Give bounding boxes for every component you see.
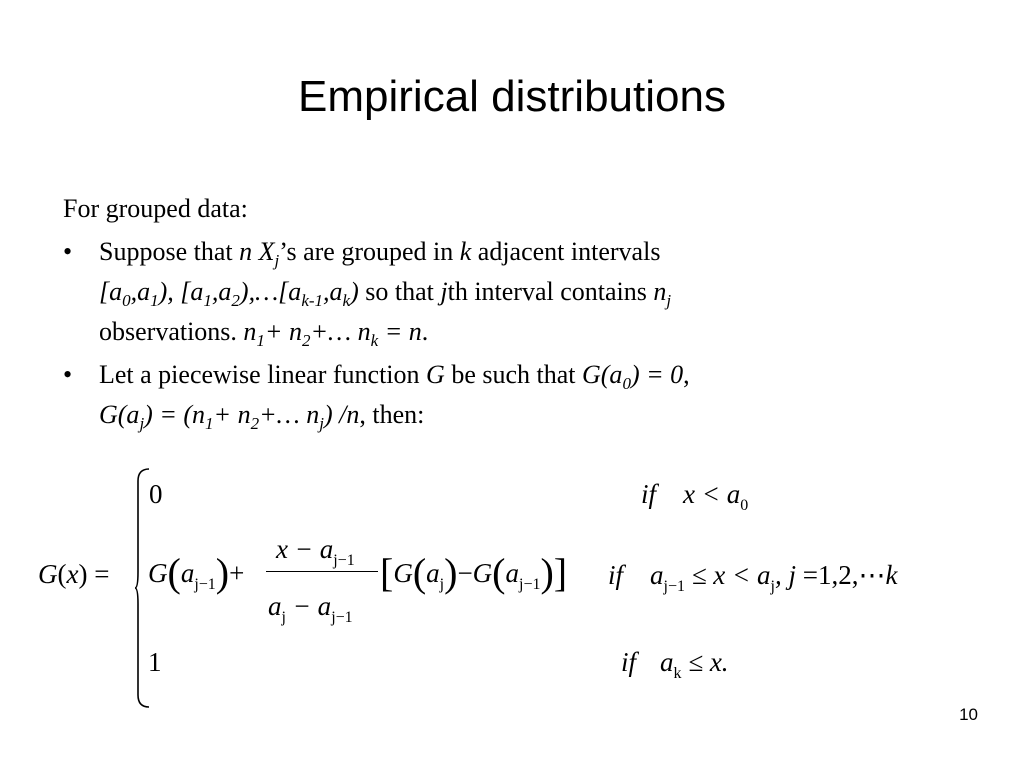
bullet-dot: •: [63, 237, 73, 266]
bracket-difference: $[G(a_j)-G(a_{j-1})]$: [380, 550, 568, 595]
case2-if: if: [608, 560, 624, 590]
fraction-bar: [266, 571, 378, 572]
intro-line: For grouped data:: [63, 194, 248, 223]
sum-equation: $n_1+$ $n_2+\dots$ $n_k = n$: [243, 317, 422, 350]
case1-if: if: [641, 479, 657, 509]
page-number: 10: [959, 705, 978, 724]
fraction-denominator: $a_j - a_{j-1}$: [268, 591, 353, 626]
case3-condition: $a_k \le x$.: [660, 647, 729, 682]
slide-title: Empirical distributions: [298, 72, 726, 121]
case3-value: 1: [148, 647, 162, 677]
formula-lhs: G(x) =: [38, 559, 110, 589]
case2-g-term: $G(a_{j-1})+$: [148, 550, 245, 595]
case1-value: 0: [149, 479, 163, 509]
case2-condition: $a_{j-1} \le x < a_j$, j =1,2,⋯k: [650, 560, 898, 595]
g-aj-equation: $G(a_j) = (n_1+$ $n_2+\dots$ $n_j$) /n: [99, 400, 360, 433]
case1-condition: $x < a_0$: [683, 479, 749, 514]
bullet-dot: •: [63, 360, 73, 389]
interval-list: $[a_0,a_1)$, $[a_1,a_2),\dots[a_{k-1},a_k)$: [99, 277, 359, 310]
g-a0-equation: $G(a_0) = 0$: [582, 360, 684, 393]
bullet-piecewise: • Let a piecewise linear function G be such that $G(a_0) = 0$, $G(a_j) = (n_1+$ $n_2+\dots$ $n_j$) /n, then:: [63, 355, 963, 435]
fraction-numerator: $x - a_{j-1}$: [276, 534, 355, 569]
case3-if: if: [621, 647, 637, 677]
bullet-suppose: • Suppose that n $X_j’s$ are grouped in k adjacent intervals $[a_0,a_1)$, $[a_1,a_2),\dots[a_{k-1},a_k)$ so that jth interval contains $n_j$ observations. $n_1+$ $n_2+\dots$ $n_k = n$.: [63, 232, 963, 352]
